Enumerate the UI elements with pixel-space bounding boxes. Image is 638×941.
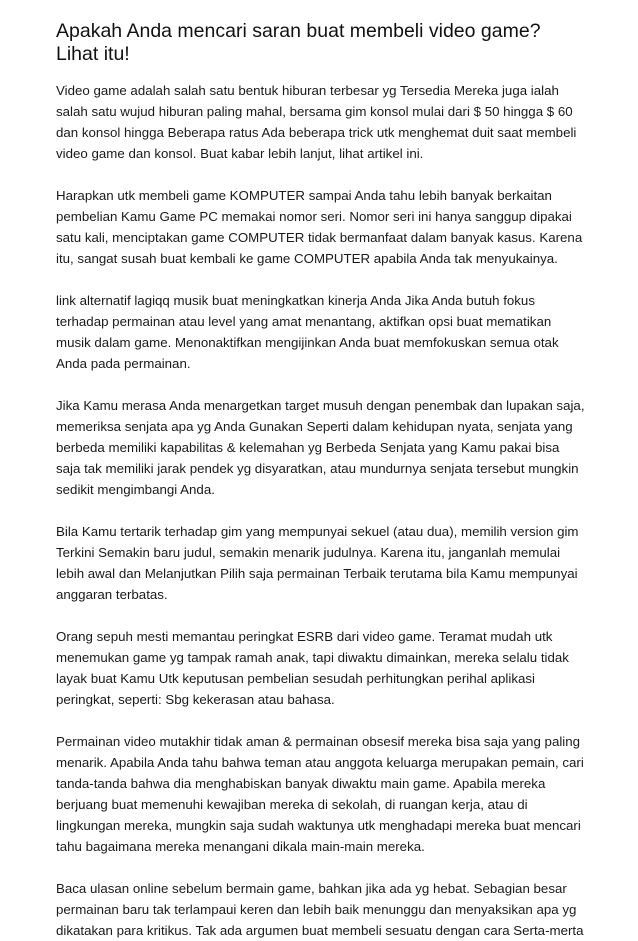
document-body: [56, 20, 586, 941]
paragraph: Bila Kamu tertarik terhadap gim yang mempunyai sekuel (atau dua), memilih version gim Terkini Semakin baru judul, semakin menarik judulnya. Karena itu, janganlah memulai lebih awal dan Melanjutkan Pilih saja permainan Terbaik terutama bila Kamu mempunyai anggaran terbatas.: [56, 524, 579, 602]
paragraph: Orang sepuh mesti memantau peringkat ESRB dari video game. Teramat mudah utk menemukan game yg tampak ramah anak, tapi diwaktu dimainkan, mereka selalu tidak layak buat Kamu Utk keputusan pembelian sesudah perhitungkan perihal aplikasi peringkat, seperti: Sbg kekerasan atau bahasa.: [56, 629, 569, 707]
paragraph: Permainan video mutakhir tidak aman & permainan obsesif mereka bisa saja yang paling menarik. Apabila Anda tahu bahwa teman atau anggota keluarga merupakan pemain, cari tanda-tanda bahwa dia menghabiskan banyak diwaktu main game. Apabila mereka berjuang buat memenuhi kewajiban mereka di sekolah, di ruangan kerja, atau di lingkungan mereka, mungkin saja sudah waktunya utk menghadapi mereka buat mencari tahu bagaimana mereka menangani dikala main-main mereka.: [56, 734, 584, 854]
paragraph: Jika Kamu merasa Anda menargetkan target musuh dengan penembak dan lupakan saja, memeriksa senjata apa yg Anda Gunakan Seperti dalam kehidupan nyata, senjata yang berbeda memiliki kapabilitas & kelemahan yg Berbeda Senjata yang Kamu pakai bisa saja tak memiliki jarak pendek yg disyaratkan, atau mundurnya senjata tersebut mungkin sedikit mengimbangi Anda.: [56, 398, 585, 497]
paragraph: link alternatif lagiqq musik buat meningkatkan kinerja Anda Jika Anda butuh fokus terhadap permainan atau level yang amat menantang, aktifkan opsi buat mematikan musik dalam game. Menonaktifkan mengijinkan Anda buat memfokuskan semua otak Anda pada permainan.: [56, 293, 559, 371]
paragraph: Video game adalah salah satu bentuk hiburan terbesar yg Tersedia Mereka juga ialah salah satu wujud hiburan paling mahal, bersama gim konsol mulai dari $ 50 hingga $ 60 dan konsol hingga Beberapa ratus Ada beberapa trick utk menghemat duit saat membeli video game dan konsol. Buat kabar lebih lanjut, lihat artikel ini.: [56, 83, 577, 161]
paragraph: Harapkan utk membeli game KOMPUTER sampai Anda tahu lebih banyak berkaitan pembelian Kamu Game PC memakai nomor seri. Nomor seri ini hanya sanggup dipakai satu kali, menciptakan game COMPUTER tidak bermanfaat dalam banyak kasus. Karena itu, sangat susah buat kembali ke game COMPUTER apabila Anda tak menyukainya.: [56, 188, 583, 266]
page-title: Apakah Anda mencari saran buat membeli video game? Lihat itu!: [56, 20, 541, 65]
paragraph: Baca ulasan online sebelum bermain game, bahkan jika ada yg hebat. Sebagian besar permainan baru tak terlampaui keren dan lebih baik menunggu dan menyaksikan apa yg dikatakan para kritikus. Tak ada argumen buat membeli sesuatu dengan cara Serta-merta: [56, 881, 584, 938]
